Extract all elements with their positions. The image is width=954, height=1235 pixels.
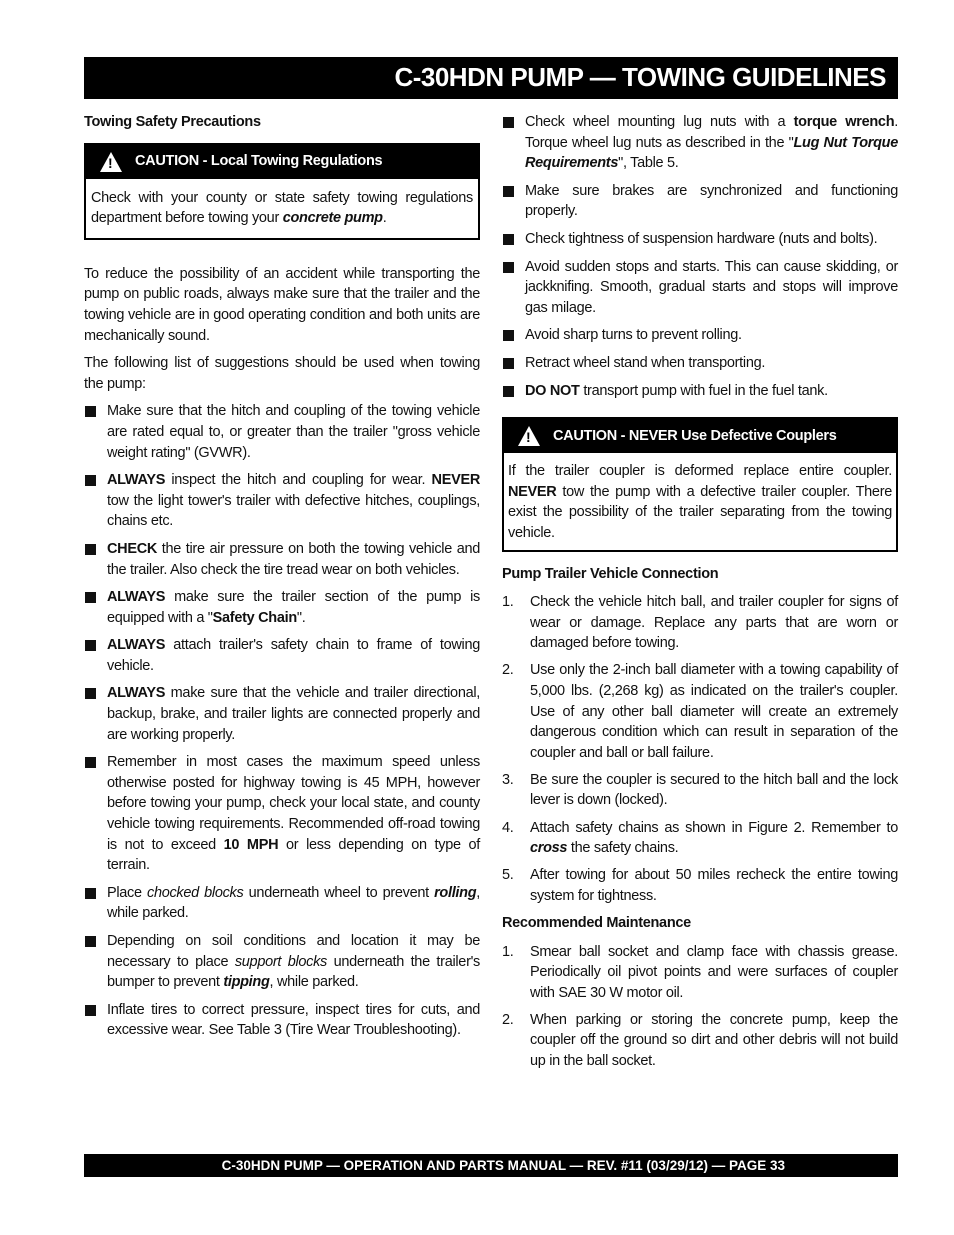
section-heading-towing-safety: Towing Safety Precautions bbox=[84, 114, 261, 130]
square-bullet-icon bbox=[85, 475, 96, 486]
square-bullet-icon bbox=[85, 592, 96, 603]
intro-paragraph: To reduce the possibility of an accident while transporting the pump on public roads, always make sure that the trailer and the towing vehicle are in good operating condition and both units are mechanically sound. bbox=[84, 265, 480, 344]
page-header bbox=[84, 57, 898, 99]
square-bullet-icon bbox=[85, 406, 96, 417]
list-item: 1. Check the vehicle hitch ball, and trailer coupler for signs of wear or damage. Replace any parts that are worn or damaged before towing. bbox=[502, 594, 898, 652]
footer-text: C-30HDN PUMP — OPERATION AND PARTS MANUAL — REV. #11 (03/29/12) — PAGE 33 bbox=[221, 1158, 785, 1173]
list-item: Make sure that the hitch and coupling of the towing vehicle are rated equal to, or greater than the trailer "gross vehicle weight rating" (GVWR). bbox=[84, 401, 480, 463]
square-bullet-icon bbox=[503, 186, 514, 197]
list-item: 1. Smear ball socket and clamp face with chassis grease. Periodically oil pivot points and were surfaces of coupler with SAE 30 W motor oil. bbox=[502, 943, 898, 1001]
square-bullet-icon bbox=[85, 688, 96, 699]
square-bullet-icon bbox=[85, 640, 96, 651]
caution-title: CAUTION - NEVER Use Defective Couplers bbox=[553, 427, 837, 444]
caution-header bbox=[504, 419, 896, 453]
square-bullet-icon bbox=[85, 936, 96, 947]
maintenance-steps-list bbox=[502, 942, 898, 1072]
section-heading-maintenance: Recommended Maintenance bbox=[502, 914, 691, 931]
list-item: Retract wheel stand when transporting. bbox=[502, 353, 898, 374]
right-column bbox=[502, 112, 898, 1078]
square-bullet-icon bbox=[503, 386, 514, 397]
list-item: DO NOT transport pump with fuel in the fuel tank. bbox=[502, 381, 898, 402]
warning-triangle-icon bbox=[100, 152, 122, 172]
square-bullet-icon bbox=[503, 262, 514, 273]
section-heading-connection: Pump Trailer Vehicle Connection bbox=[502, 565, 719, 582]
caution-header bbox=[86, 145, 478, 179]
square-bullet-icon bbox=[503, 234, 514, 245]
list-item: ALWAYS make sure that the vehicle and trailer directional, backup, brake, and trailer lights are connected properly and are working properly. bbox=[84, 683, 480, 745]
caution-body: If the trailer coupler is deformed replace entire coupler. NEVER tow the pump with a defective trailer coupler. There exist the possibility of the trailer separating from the towing vehicle. bbox=[508, 463, 892, 541]
warning-triangle-icon bbox=[518, 426, 540, 446]
list-item: 2. When parking or storing the concrete pump, keep the coupler off the ground so dirt and other debris will not build up in the ball socket. bbox=[502, 1011, 898, 1069]
list-item: 3. Be sure the coupler is secured to the hitch ball and the lock lever is down (locked). bbox=[502, 771, 898, 809]
list-item: Make sure brakes are synchronized and functioning properly. bbox=[502, 181, 898, 222]
list-item: 2. Use only the 2-inch ball diameter with a towing capability of 5,000 lbs. (2,268 kg) as indicated on the trailer's coupler. Use of any other ball diameter will create an extremely dangerous condition which can result in separation of the coupler and ball or ball failure. bbox=[502, 662, 898, 761]
list-item: Check tightness of suspension hardware (nuts and bolts). bbox=[502, 229, 898, 250]
square-bullet-icon bbox=[85, 888, 96, 899]
square-bullet-icon bbox=[85, 1005, 96, 1016]
caution-title: CAUTION - Local Towing Regulations bbox=[135, 153, 383, 170]
wheel-checks-list bbox=[502, 112, 898, 401]
caution-body: Check with your county or state safety towing regulations department before towing your concrete pump. bbox=[91, 189, 473, 227]
list-intro-paragraph: The following list of suggestions should be used when towing the pump: bbox=[84, 355, 480, 392]
square-bullet-icon bbox=[503, 358, 514, 369]
square-bullet-icon bbox=[85, 757, 96, 768]
list-item: Place chocked blocks underneath wheel to prevent rolling, while parked. bbox=[84, 883, 480, 924]
list-item: 4. Attach safety chains as shown in Figure 2. Remember to cross the safety chains. bbox=[502, 819, 898, 857]
page-footer bbox=[84, 1154, 898, 1177]
list-item: Check wheel mounting lug nuts with a torque wrench. Torque wheel lug nuts as described in the "Lug Nut Torque Requirements", Table 5. bbox=[502, 112, 898, 174]
caution-box-local-regulations bbox=[84, 143, 480, 240]
list-item: Remember in most cases the maximum speed unless otherwise posted for highway towing is 45 MPH, however before towing your pump, check your local state, and county vehicle towing requirements. Recommended off-road towing is not to exceed 10 MPH or less depending on type of terrain. bbox=[84, 752, 480, 876]
list-item: Avoid sharp turns to prevent rolling. bbox=[502, 325, 898, 346]
list-item: 5. After towing for about 50 miles recheck the entire towing system for tightness. bbox=[502, 867, 898, 904]
list-item: Avoid sudden stops and starts. This can cause skidding, or jackknifing. Smooth, gradual starts and stops will improve gas milage. bbox=[502, 257, 898, 319]
list-item: CHECK the tire air pressure on both the towing vehicle and the trailer. Also check the tire tread wear on both vehicles. bbox=[84, 539, 480, 580]
connection-steps-list bbox=[502, 592, 898, 906]
square-bullet-icon bbox=[503, 117, 514, 128]
list-item: ALWAYS attach trailer's safety chain to frame of towing vehicle. bbox=[84, 635, 480, 676]
square-bullet-icon bbox=[503, 330, 514, 341]
left-column bbox=[84, 112, 480, 1048]
list-item: Depending on soil conditions and location it may be necessary to place support blocks underneath the trailer's bumper to prevent tipping, while parked. bbox=[84, 931, 480, 993]
towing-suggestions-list bbox=[84, 401, 480, 1041]
caution-box-defective-couplers bbox=[502, 417, 898, 551]
page-title: C-30HDN PUMP — TOWING GUIDELINES bbox=[394, 62, 886, 92]
list-item: Inflate tires to correct pressure, inspect tires for cuts, and excessive wear. See Table 3 (Tire Wear Troubleshooting). bbox=[84, 1000, 480, 1041]
list-item: ALWAYS make sure the trailer section of the pump is equipped with a "Safety Chain". bbox=[84, 587, 480, 628]
list-item: ALWAYS inspect the hitch and coupling for wear. NEVER tow the light tower's trailer with defective hitches, couplings, chains etc. bbox=[84, 470, 480, 532]
square-bullet-icon bbox=[85, 544, 96, 555]
